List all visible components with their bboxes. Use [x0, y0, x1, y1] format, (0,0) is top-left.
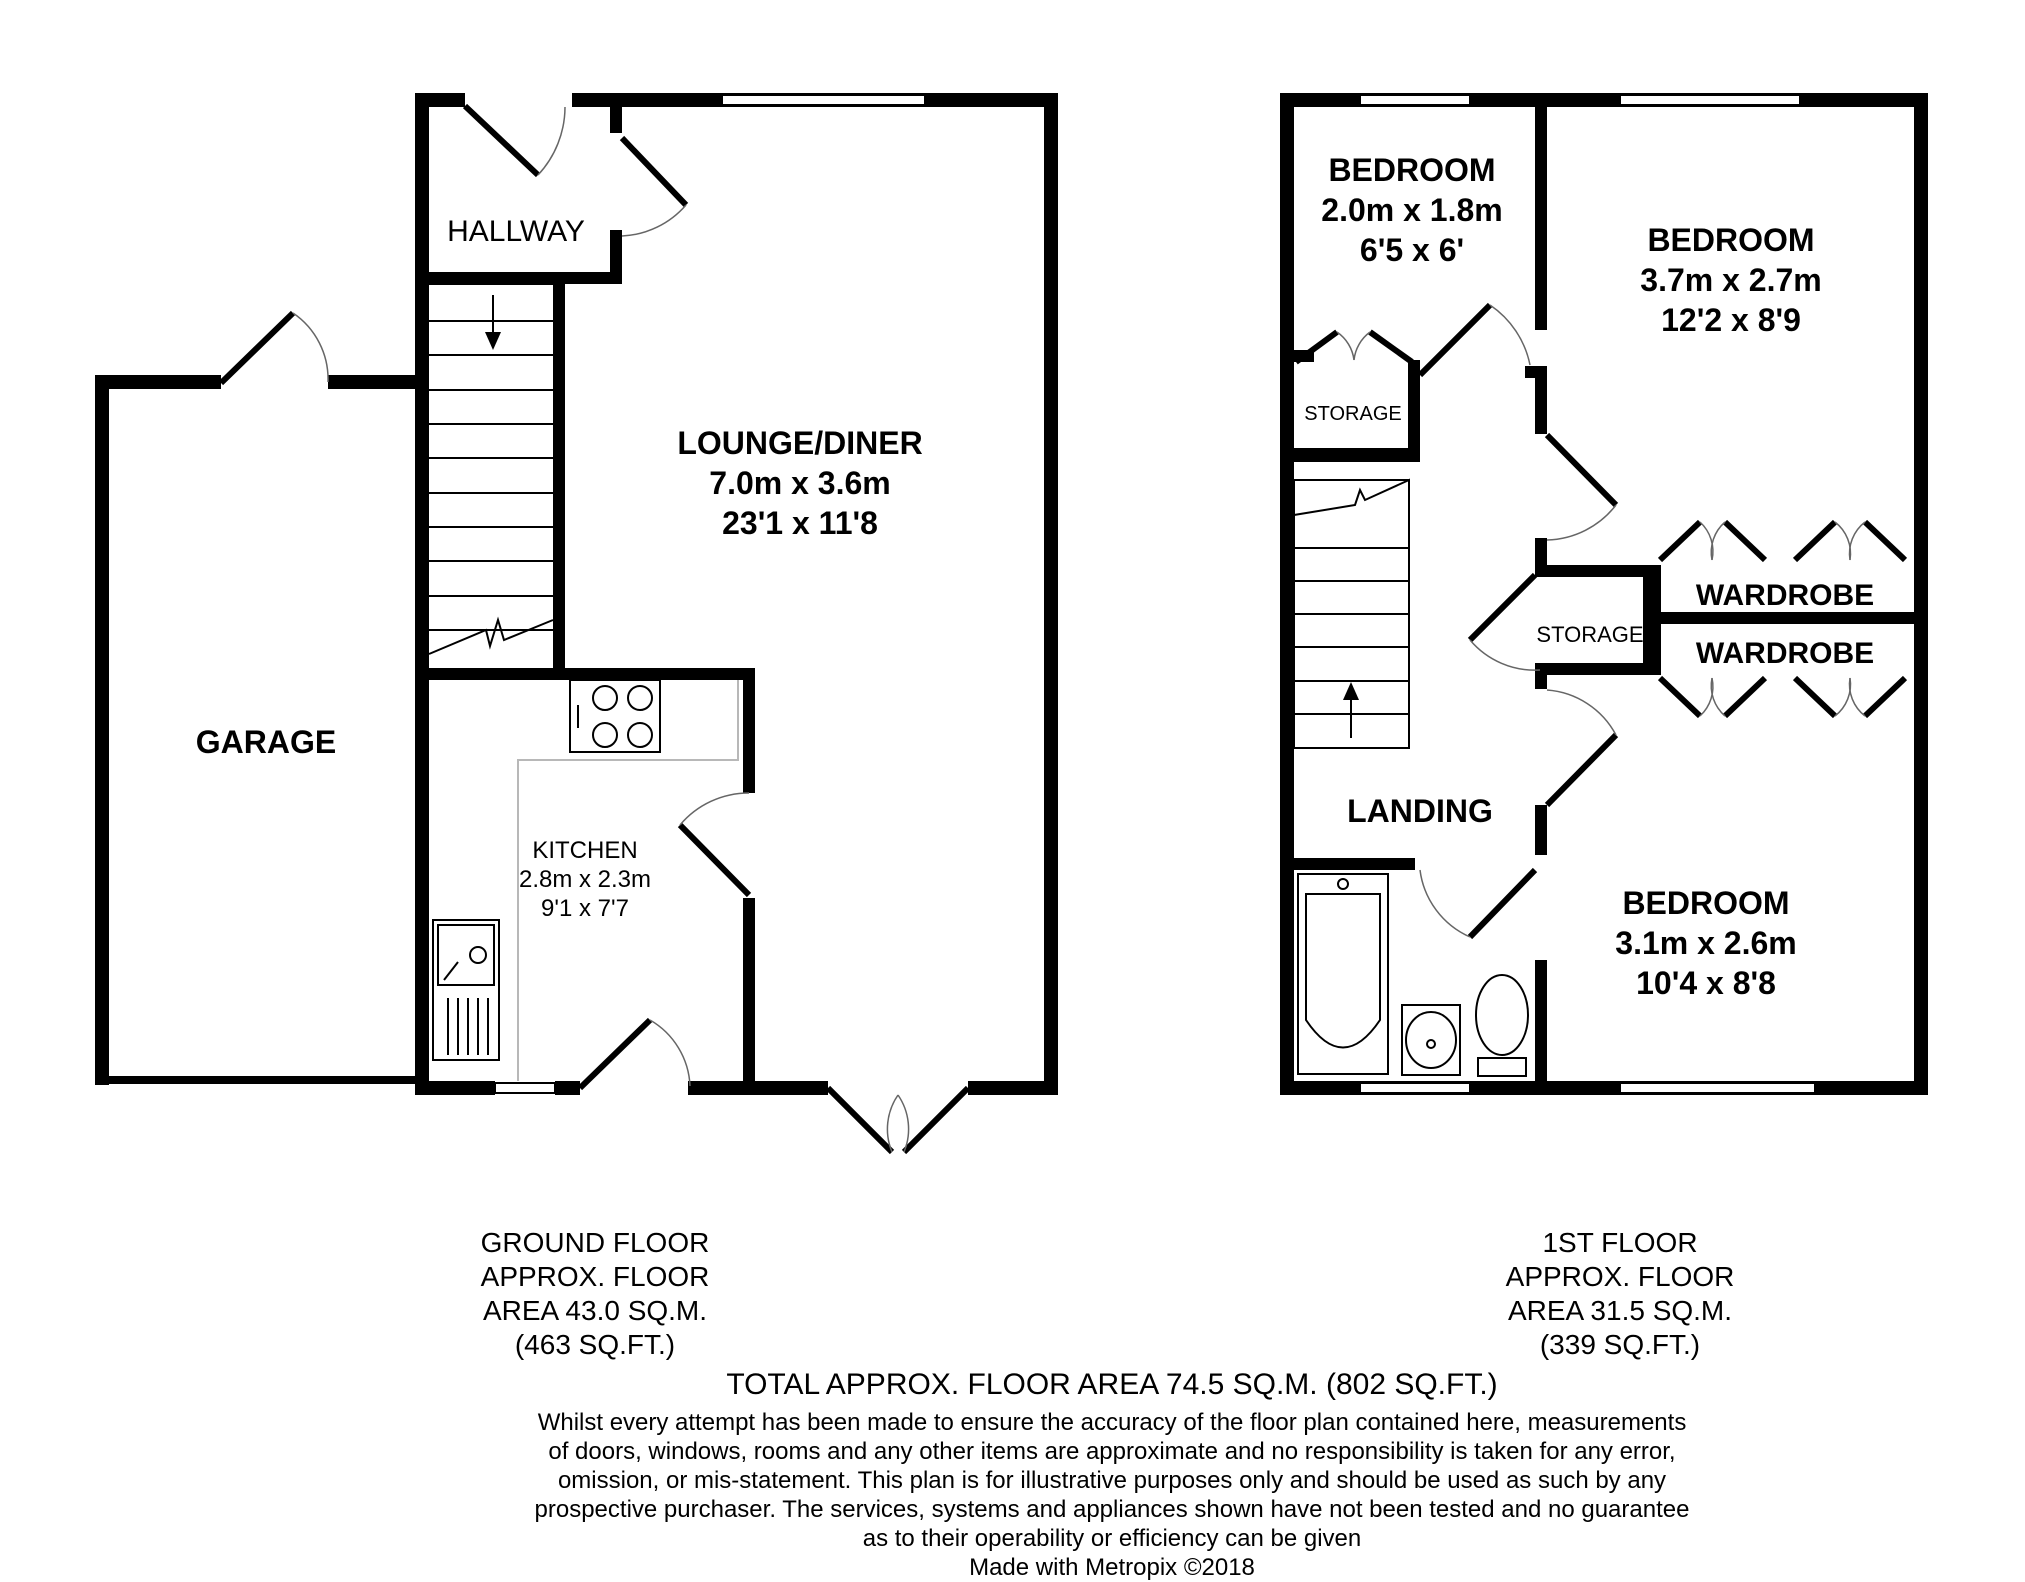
- door-swing: [1337, 332, 1354, 360]
- wall: [1535, 663, 1655, 675]
- window: [1360, 1083, 1470, 1093]
- wall: [1525, 366, 1547, 378]
- door: [1420, 305, 1490, 375]
- total-area: TOTAL APPROX. FLOOR AREA 74.5 SQ.M. (802 SQ.FT.): [726, 1368, 1498, 1401]
- disclaimer-line: Whilst every attempt has been made to ensure the accuracy of the floor plan contained here, measurements: [537, 1409, 1687, 1436]
- door: [1470, 870, 1535, 937]
- french-door: [828, 1088, 892, 1152]
- garage-door: [221, 313, 293, 383]
- stair-arrow: [1343, 682, 1359, 700]
- front-door: [465, 106, 538, 175]
- caption-line: APPROX. FLOOR: [1505, 1261, 1735, 1292]
- door: [1547, 735, 1616, 805]
- french-door: [904, 1088, 968, 1152]
- door-swing: [1547, 690, 1616, 735]
- caption-line: 1ST FLOOR: [1542, 1227, 1698, 1258]
- wall: [1535, 378, 1547, 434]
- bedroom-rear-label: BEDROOM: [1622, 885, 1790, 921]
- door-swing: [1490, 305, 1530, 365]
- wall: [1280, 858, 1415, 870]
- lounge-door: [622, 138, 686, 205]
- wall: [1535, 93, 1547, 330]
- storage-label: STORAGE: [1304, 403, 1402, 425]
- stair-arrow: [485, 332, 501, 350]
- wardrobe-label: WARDROBE: [1695, 579, 1875, 612]
- lounge-metric: 7.0m x 3.6m: [709, 465, 891, 501]
- caption-line: AREA 31.5 SQ.M.: [1507, 1295, 1733, 1326]
- wall: [968, 1081, 1058, 1095]
- wall: [95, 375, 109, 1085]
- window: [1360, 95, 1470, 105]
- bedroom-small-imperial: 6'5 x 6': [1359, 232, 1465, 268]
- bath: [1298, 874, 1388, 1074]
- window: [1620, 95, 1800, 105]
- wall: [1535, 960, 1547, 1095]
- door-swing: [1420, 870, 1470, 937]
- disclaimer-line: of doors, windows, rooms and any other items are approximate and no responsibility is taken for any error,: [548, 1438, 1676, 1465]
- door-swing: [622, 205, 686, 236]
- wall: [328, 375, 428, 389]
- wardrobe-label: WARDROBE: [1695, 637, 1875, 670]
- disclaimer-line: omission, or mis-statement. This plan is for illustrative purposes only and should be used as such by any: [557, 1467, 1667, 1494]
- garage-label: GARAGE: [195, 724, 337, 760]
- lounge-imperial: 23'1 x 11'8: [722, 505, 878, 541]
- kitchen-door: [680, 825, 749, 895]
- wall: [1655, 565, 1661, 675]
- wall: [1280, 93, 1294, 1095]
- caption-line: AREA 43.0 SQ.M.: [482, 1295, 708, 1326]
- wall: [415, 93, 429, 1095]
- wall: [743, 668, 755, 793]
- disclaimer-line: as to their operability or efficiency can be given: [862, 1525, 1362, 1552]
- door-swing: [538, 107, 565, 175]
- bedroom-small-label: BEDROOM: [1328, 152, 1496, 188]
- disclaimer: [462, 1408, 1762, 1582]
- wall: [610, 230, 622, 284]
- wall: [95, 375, 221, 389]
- lounge-label: LOUNGE/DINER: [677, 425, 923, 461]
- hallway-label: HALLWAY: [447, 215, 585, 248]
- bedroom-rear-imperial: 10'4 x 8'8: [1636, 965, 1776, 1001]
- toilet: [1476, 975, 1528, 1076]
- wall: [1535, 565, 1655, 577]
- wall: [1914, 93, 1928, 1095]
- door: [1470, 575, 1535, 640]
- wall: [1535, 805, 1547, 855]
- kitchen-metric: 2.8m x 2.3m: [518, 866, 652, 893]
- kitchen-back-door: [580, 1020, 650, 1088]
- door-swing: [650, 1020, 690, 1086]
- window: [495, 1083, 555, 1093]
- ground-floor-plan: [95, 93, 1058, 1152]
- wall: [1535, 663, 1547, 689]
- door: [1547, 435, 1616, 505]
- caption-line: APPROX. FLOOR: [480, 1261, 710, 1292]
- bedroom-main-imperial: 12'2 x 8'9: [1661, 302, 1801, 338]
- wall: [1408, 360, 1420, 462]
- wall: [1280, 448, 1420, 462]
- wall: [553, 284, 565, 674]
- bedroom-small-metric: 2.0m x 1.8m: [1321, 192, 1503, 228]
- wall: [610, 93, 622, 133]
- sink: [433, 920, 499, 1060]
- credit: Made with Metropix ©2018: [969, 1554, 1255, 1581]
- door-swing: [1470, 640, 1540, 670]
- bedroom-main-label: BEDROOM: [1647, 222, 1815, 258]
- ground-floor-caption: [445, 1226, 745, 1362]
- first-floor-caption: [1470, 1226, 1770, 1362]
- door-swing: [887, 1095, 898, 1152]
- door-swing: [1547, 505, 1616, 540]
- landing-label: LANDING: [1347, 793, 1493, 829]
- wall: [688, 1081, 828, 1095]
- wall: [415, 272, 620, 284]
- door-swing: [898, 1095, 909, 1152]
- kitchen-imperial: 9'1 x 7'7: [541, 895, 629, 922]
- kitchen-label: KITCHEN: [532, 837, 638, 864]
- caption-line: (339 SQ.FT.): [1539, 1329, 1701, 1360]
- bedroom-main-metric: 3.7m x 2.7m: [1640, 262, 1822, 298]
- window: [722, 95, 925, 105]
- window: [1620, 1083, 1815, 1093]
- wall: [95, 1076, 429, 1084]
- staircase: [429, 284, 553, 654]
- caption-line: (463 SQ.FT.): [514, 1329, 676, 1360]
- door: [1296, 332, 1337, 362]
- door-swing: [680, 793, 749, 825]
- staircase: [1294, 480, 1409, 748]
- hob: [570, 680, 660, 752]
- bedroom-rear-metric: 3.1m x 2.6m: [1615, 925, 1797, 961]
- storage-label: STORAGE: [1536, 622, 1644, 647]
- caption-line: GROUND FLOOR: [480, 1227, 710, 1258]
- wall: [1044, 93, 1058, 1095]
- basin: [1402, 1005, 1460, 1075]
- wall: [415, 668, 755, 680]
- wall: [555, 1081, 580, 1095]
- door-swing: [293, 313, 328, 382]
- wall: [1643, 565, 1655, 675]
- door-swing: [1354, 332, 1370, 360]
- disclaimer-line: prospective purchaser. The services, systems and appliances shown have not been tested and no guarantee: [534, 1496, 1690, 1523]
- wall: [743, 898, 755, 1095]
- door: [1370, 332, 1412, 362]
- wall: [1655, 612, 1928, 624]
